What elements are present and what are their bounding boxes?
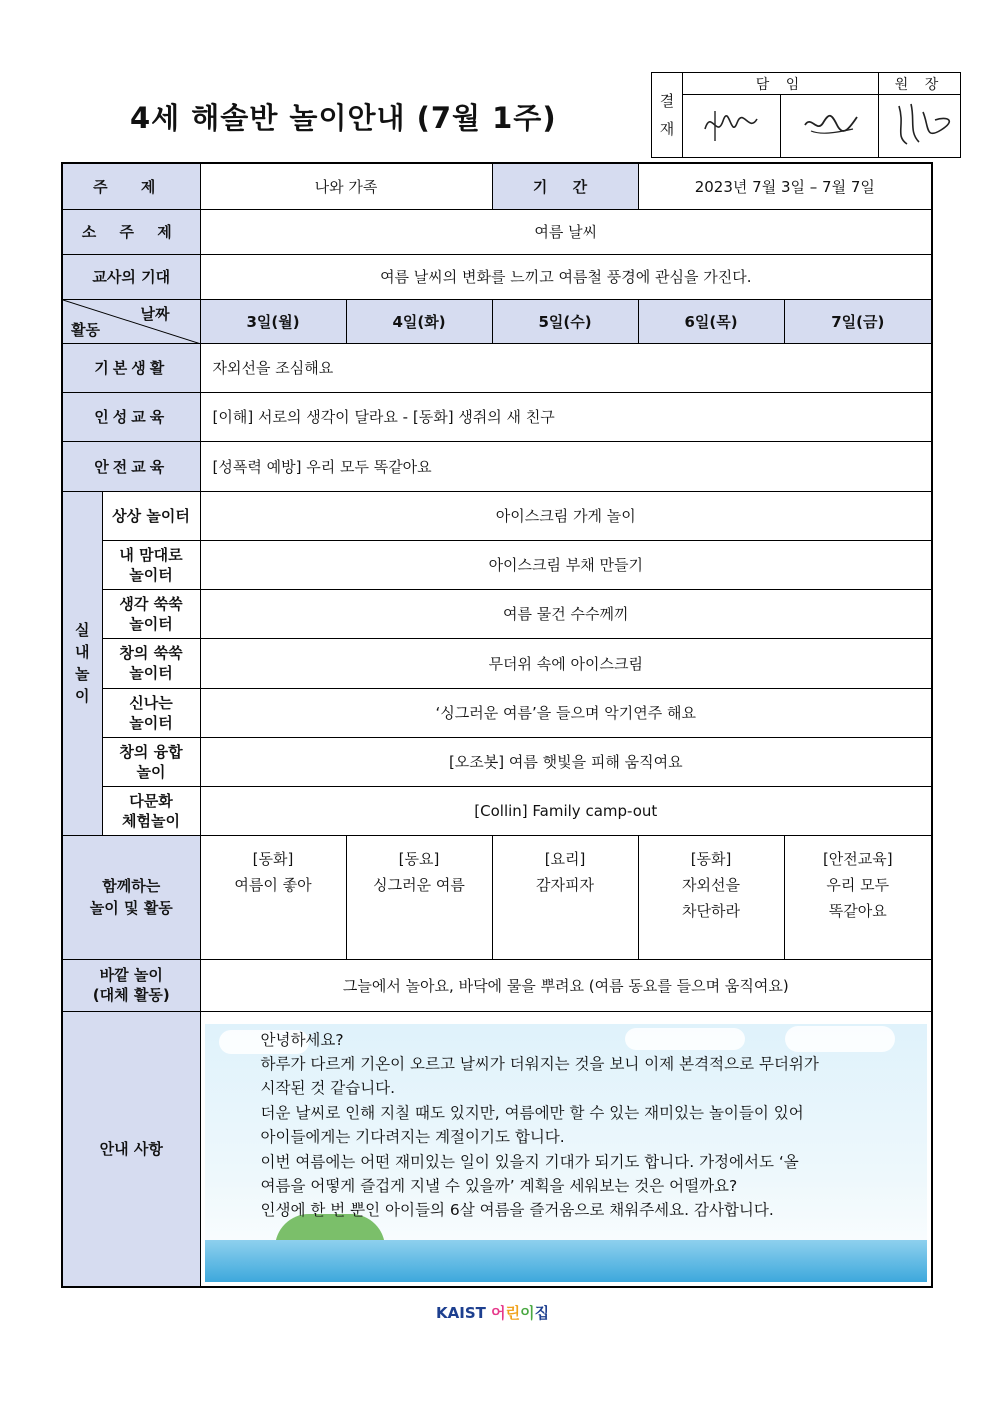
indoor-value-7: [Collin] Family camp-out [200, 786, 932, 835]
homeroom-label: 담 임 [683, 73, 879, 95]
period-label: 기 간 [492, 163, 638, 209]
period-value: 2023년 7월 3일 – 7월 7일 [638, 163, 932, 209]
indoor-label-2: 내 맘대로 놀이터 [102, 540, 200, 589]
notice-line: 안녕하세요? [260, 1030, 344, 1049]
indoor-group-label: 실 내 놀 이 [62, 491, 102, 835]
notice-line: 하루가 다르게 기온이 오르고 날씨가 더워지는 것을 보니 이제 본격적으로 무더위가 [260, 1054, 819, 1073]
together-item-1: [동화] 여름이 좋아 [200, 835, 346, 959]
date-header: 날짜 [140, 304, 170, 323]
day-1: 3일(월) [200, 299, 346, 343]
basic-value: 자외선을 조심해요 [200, 343, 932, 392]
notice-label: 안내 사항 [62, 1011, 200, 1287]
approval-box [651, 72, 961, 158]
notice-line: 더운 날씨로 인해 지칠 때도 있지만, 여름에만 할 수 있는 재미있는 놀이들이 있어 [260, 1103, 804, 1122]
director-label: 원 장 [879, 73, 961, 95]
indoor-label-5: 신나는 놀이터 [102, 688, 200, 737]
date-activity-header [62, 299, 200, 343]
indoor-label-6: 창의 융합 놀이 [102, 737, 200, 786]
safety-label: 안전교육 [62, 441, 200, 491]
notice-line: 시작된 것 같습니다. [260, 1079, 396, 1098]
approval-side-label: 결 재 [652, 73, 683, 158]
indoor-value-3: 여름 물건 수수께끼 [200, 589, 932, 638]
day-2: 4일(화) [346, 299, 492, 343]
indoor-value-4: 무더위 속에 아이스크림 [200, 638, 932, 688]
theme-value: 나와 가족 [200, 163, 492, 209]
indoor-value-6: [오조봇] 여름 햇빛을 피해 움직여요 [200, 737, 932, 786]
sea-image [205, 1240, 928, 1282]
subtheme-label: 소 주 제 [62, 209, 200, 254]
notice-line: 이번 여름에는 어떤 재미있는 일이 있을지 기대가 되기도 합니다. 가정에서도 ‘올 [260, 1152, 799, 1171]
together-item-3: [요리] 감자피자 [492, 835, 638, 959]
day-4: 6일(목) [638, 299, 784, 343]
character-value: [이해] 서로의 생각이 달라요 - [동화] 생쥐의 새 친구 [200, 392, 932, 441]
outdoor-value: 그늘에서 놀아요, 바닥에 물을 뿌려요 (여름 동요를 들으며 움직여요) [200, 959, 932, 1011]
expect-label: 교사의 기대 [62, 254, 200, 299]
indoor-value-2: 아이스크림 부채 만들기 [200, 540, 932, 589]
day-5: 7일(금) [784, 299, 932, 343]
together-item-5: [안전교육] 우리 모두 똑같아요 [784, 835, 932, 959]
signature-1-image [697, 99, 767, 149]
subtheme-value: 여름 날씨 [200, 209, 932, 254]
basic-label: 기본생활 [62, 343, 200, 392]
notice-line: 아이들에게는 기다려지는 계절이기도 합니다. [260, 1128, 565, 1147]
safety-value: [성폭력 예방] 우리 모두 똑같아요 [200, 441, 932, 491]
activity-header: 활동 [71, 320, 100, 339]
logo-char-2: 린 [505, 1304, 521, 1322]
indoor-label-7: 다문화 체험놀이 [102, 786, 200, 835]
notice-line: 인생에 한 번 뿐인 아이들의 6살 여름을 즐거움으로 채워주세요. 감사합니다. [260, 1201, 774, 1220]
character-label: 인성교육 [62, 392, 200, 441]
signature-3 [879, 95, 961, 158]
indoor-value-1: 아이스크림 가게 놀이 [200, 491, 932, 540]
indoor-value-5: ‘싱그러운 여름’을 들으며 악기연주 해요 [200, 688, 932, 737]
together-item-4: [동화] 자외선을 차단하라 [638, 835, 784, 959]
logo-kaist: KAIST [436, 1304, 486, 1322]
plan-table [61, 162, 933, 1288]
page-title: 4세 해솔반 놀이안내 (7월 1주) [130, 101, 557, 135]
logo-char-3: 이 [520, 1304, 535, 1322]
signature-2 [781, 95, 879, 158]
outdoor-label: 바깥 놀이 (대체 활동) [62, 959, 200, 1011]
notice-line: 여름을 어떻게 즐겁게 지낼 수 있을까’ 계획을 세워보는 것은 어떨까요? [260, 1176, 738, 1195]
indoor-label-3: 생각 쑥쑥 놀이터 [102, 589, 200, 638]
footer-logo [436, 1302, 549, 1323]
signature-1 [683, 95, 781, 158]
logo-char-4: 집 [534, 1304, 550, 1322]
signature-2-image [795, 99, 865, 149]
indoor-label-4: 창의 쑥쑥 놀이터 [102, 638, 200, 688]
notice-content [200, 1011, 932, 1287]
together-label: 함께하는 놀이 및 활동 [62, 835, 200, 959]
signature-3-image [885, 96, 955, 152]
theme-label: 주 제 [62, 163, 200, 209]
logo-char-1: 어 [491, 1304, 506, 1322]
notice-text [261, 1028, 819, 1223]
indoor-label-1: 상상 놀이터 [102, 491, 200, 540]
day-3: 5일(수) [492, 299, 638, 343]
expect-value: 여름 날씨의 변화를 느끼고 여름철 풍경에 관심을 가진다. [200, 254, 932, 299]
together-item-2: [동요] 싱그러운 여름 [346, 835, 492, 959]
